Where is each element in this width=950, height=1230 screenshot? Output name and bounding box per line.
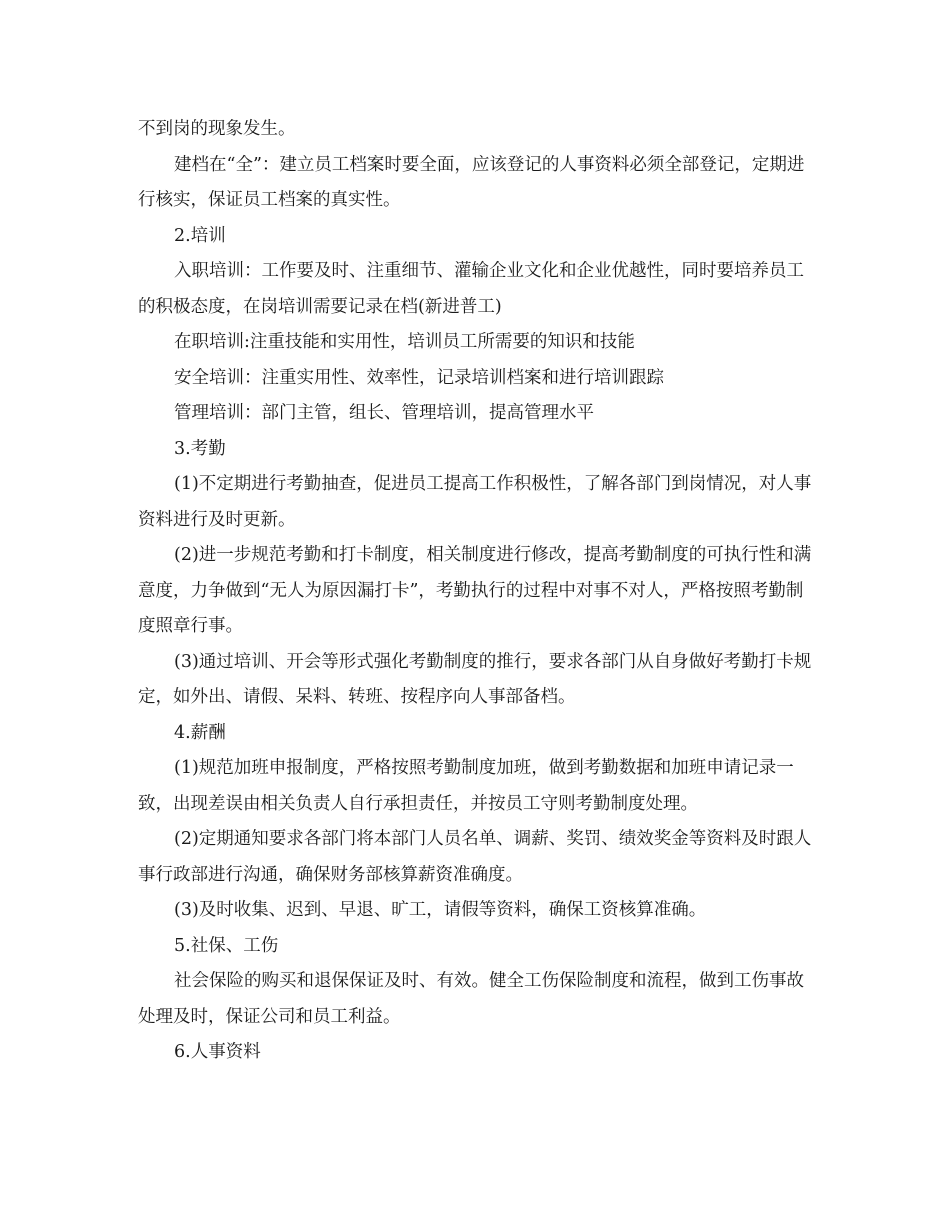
section-heading-social-insurance: 5.社保、工伤 xyxy=(174,935,279,956)
paragraph-salary-3: (3)及时收集、迟到、早退、旷工，请假等资料，确保工资核算准确。 xyxy=(174,900,707,920)
paragraph-salary-2: (2)定期通知要求各部门将本部门人员名单、调薪、奖罚、绩效奖金等资料及时跟人事行政部进行沟通，确保财务部核算薪资准确度。 xyxy=(138,829,812,885)
paragraph-attendance-2: (2)进一步规范考勤和打卡制度，相关制度进行修改，提高考勤制度的可执行性和满意度，力争做到“无人为原因漏打卡”，考勤执行的过程中对事不对人，严格按照考勤制度照章行事。 xyxy=(138,545,812,636)
paragraph-safety-training: 安全培训：注重实用性、效率性，记录培训档案和进行培训跟踪 xyxy=(174,367,664,388)
paragraph-management-training: 管理培训：部门主管，组长、管理培训，提高管理水平 xyxy=(174,403,594,423)
paragraph-salary-1: (1)规范加班申报制度，严格按照考勤制度加班，做到考勤数据和加班申请记录一致，出现差误由相关负责人自行承担责任，并按员工守则考勤制度处理。 xyxy=(138,758,794,814)
paragraph-attendance-3: (3)通过培训、开会等形式强化考勤制度的推行，要求各部门从自身做好考勤打卡规定，如外出、请假、呆料、转班、按程序向人事部备档。 xyxy=(138,651,812,707)
section-heading-salary: 4.薪酬 xyxy=(174,722,226,743)
section-heading-attendance: 3.考勤 xyxy=(174,438,226,459)
document-body xyxy=(138,112,818,1071)
paragraph-attendance-1: (1)不定期进行考勤抽查，促进员工提高工作积极性，了解各部门到岗情况，对人事资料进行及时更新。 xyxy=(138,474,812,530)
paragraph-continuation: 不到岗的现象发生。 xyxy=(138,119,296,139)
section-heading-training: 2.培训 xyxy=(174,225,226,246)
paragraph-onboarding-training: 入职培训：工作要及时、注重细节、灌输企业文化和企业优越性，同时要培养员工的积极态度，在岗培训需要记录在档(新进普工) xyxy=(138,261,804,317)
paragraph-archive-complete: 建档在“全”：建立员工档案时要全面，应该登记的人事资料必须全部登记，定期进行核实，保证员工档案的真实性。 xyxy=(138,154,805,210)
paragraph-social-insurance: 社会保险的购买和退保保证及时、有效。健全工伤保险制度和流程，做到工伤事故处理及时，保证公司和员工利益。 xyxy=(138,971,804,1027)
paragraph-inservice-training: 在职培训:注重技能和实用性，培训员工所需要的知识和技能 xyxy=(174,332,635,352)
section-heading-personnel-records: 6.人事资料 xyxy=(174,1042,261,1062)
